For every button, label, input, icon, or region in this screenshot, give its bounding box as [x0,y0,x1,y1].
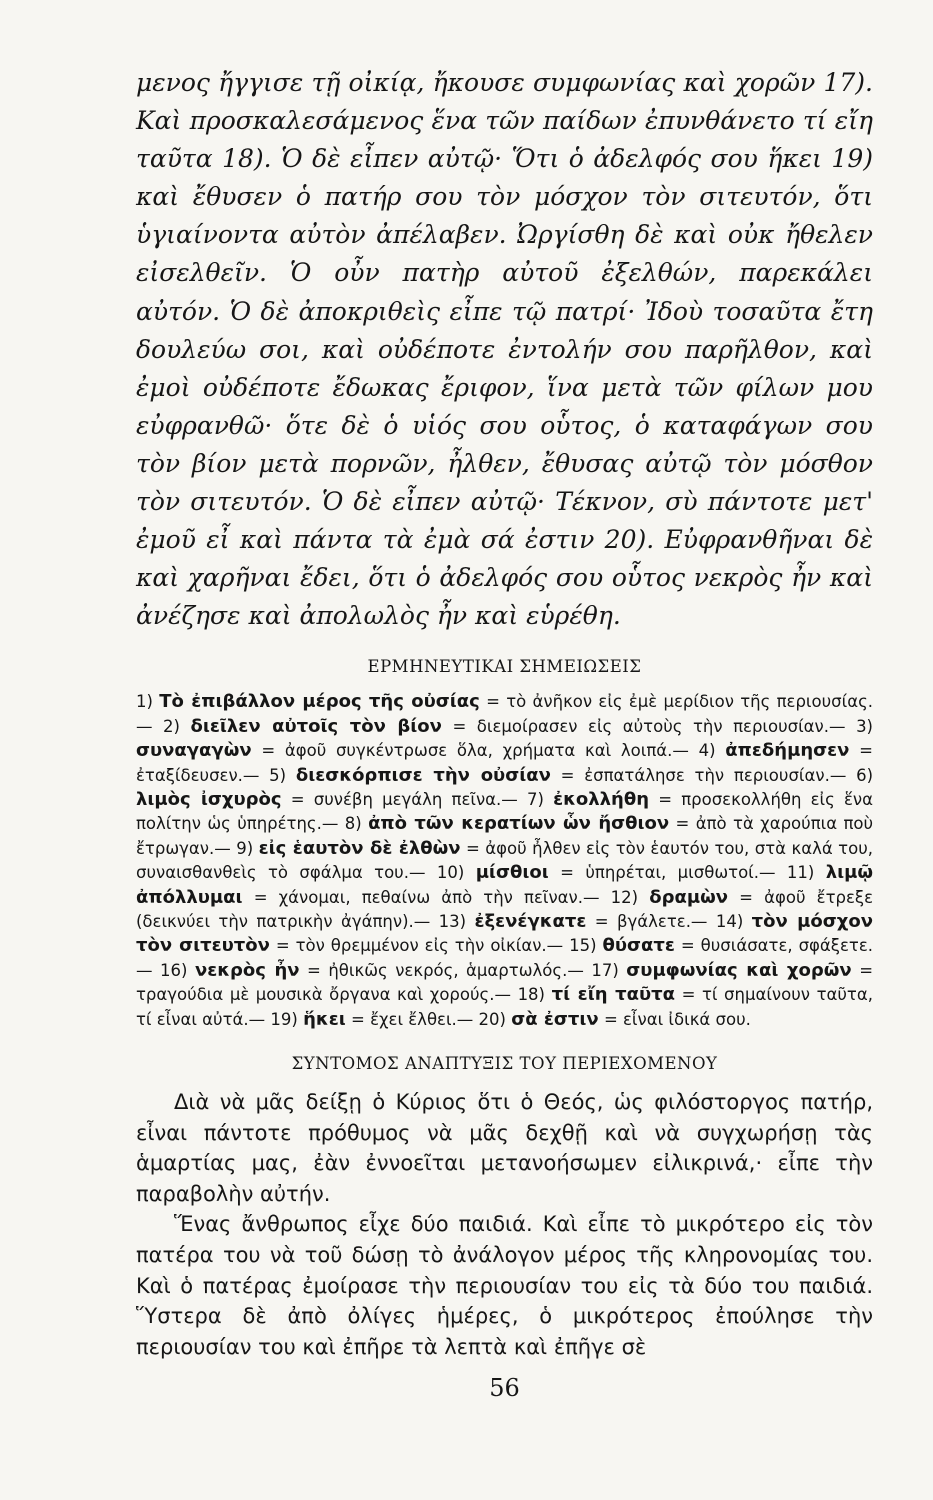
note-definition: = προσεκολλήθη εἰς ἕνα πολίτην ὡς ὑπηρέτης.— [136,790,873,834]
note-number: 4) [698,741,716,761]
note-number: 5) [269,765,287,785]
page-number: 56 [489,1374,520,1402]
note-definition: = βγάλετε.— [594,912,708,932]
note-definition: = ἀφοῦ συγκέντρωσε ὅλα, χρήματα καὶ λοιπά.— [261,741,689,761]
note-definition: = εἶναι ἰδικά σου. [603,1009,751,1029]
explanatory-notes [136,690,873,1032]
note-definition: = τραγούδια μὲ μουσικὰ ὄργανα καὶ χορούς.— [136,960,874,1005]
note-definition: = χάνομαι, πεθαίνω ἀπὸ τὴν πεῖναν.— [253,887,600,907]
note-number: 16) [160,960,188,980]
summary-paragraph: Διὰ νὰ μᾶς δείξῃ ὁ Κύριος ὅτι ὁ Θεός, ὡς φιλόστοργος πατήρ, εἶναι πάντοτε πρόθυμος νὰ μᾶς δεχθῇ καὶ νὰ συγχωρήσῃ τὰς ἁμαρτίας μας, ἐὰν ἐννοεῖται μετανοήσωμεν εἰλικρινά,· εἶπε τὴν παραβολὴν αὐτήν. [136,1090,873,1206]
note-term: θύσατε [602,935,675,957]
note-number: 14) [715,912,744,932]
note-item [160,961,591,980]
note-number: 2) [163,716,180,736]
note-term: διεῖλεν αὐτοῖς τὸν βίον [190,715,442,737]
gospel-text [136,64,873,635]
note-term: νεκρὸς ἦν [194,959,300,981]
note-term: Τὸ ἐπιβάλλον μέρος τῆς οὐσίας [159,691,480,713]
note-term: λιμῷ ἀπόλλυμαι [136,862,874,908]
note-number: 12) [610,887,639,907]
note-number: 20) [478,1009,506,1029]
note-item [437,863,787,882]
note-term: σὰ ἐστιν [511,1008,599,1030]
note-term: ἐκολλήθη [553,789,650,811]
note-definition: = ἠθικῶς νεκρός, ἁμαρτωλός.— [307,960,584,980]
note-number: 3) [856,716,873,736]
note-term: εἰς ἑαυτὸν δὲ ἐλθὼν [258,837,461,859]
note-term: ἐξενέγκατε [474,911,587,933]
note-definition: = ἀπὸ τὰ χαρούπια ποὺ ἔτρωγαν.— [136,814,874,858]
note-number: 6) [856,765,874,785]
note-number: 9) [236,838,254,858]
note-number: 7) [526,790,544,810]
note-number: 17) [591,960,619,980]
note-item [270,1010,478,1029]
note-definition: = ἔχει ἔλθει.— [351,1009,474,1029]
note-term: ἀπεδήμησεν [725,740,850,762]
note-term: τί εἴη ταῦτα [551,984,675,1006]
note-term: μίσθιοι [475,862,549,884]
note-definition: = ἀφοῦ ἦλθεν εἰς τὸν ἑαυτόν του, στὰ καλά του, συναισθανθεὶς τὸ σφάλμα του.— [136,838,873,883]
note-definition: = διεμοίρασεν εἰς αὐτοὺς τὴν περιουσίαν.— [452,716,846,736]
note-definition: = ἐσπατάλησε τὴν περιουσίαν.— [560,765,847,785]
summary-text [136,1087,873,1362]
note-number: 18) [517,985,545,1005]
note-item [163,717,856,736]
note-definition: = θυσιάσατε, σφάξετε.— [136,936,874,980]
note-term: λιμὸς ἰσχυρὸς [136,789,282,811]
note-item [439,912,716,931]
note-definition: = συνέβη μεγάλη πεῖνα.— [290,790,518,810]
note-term: δραμὼν [649,886,729,908]
note-item [479,1010,751,1029]
notes-heading: ΕΡΜΗΝΕΥΤΙΚΑΙ ΣΗΜΕΙΩΣΕΙΣ [367,657,642,677]
summary-heading: ΣΥΝΤΟΜΟΣ ΑΝΑΠΤΥΞΙΣ ΤΟΥ ΠΕΡΙΕΧΟΜΕΝΟΥ [291,1054,718,1074]
note-term: ἥκει [303,1008,346,1030]
note-number: 10) [436,863,465,883]
note-definition: = τὸ ἀνῆκον εἰς ἐμὲ μερίδιον τῆς περιουσίας.— [136,692,874,736]
note-term: τὸν μόσχον τὸν σιτευτὸν [136,911,874,957]
note-number: 13) [438,912,467,932]
note-number: 19) [270,1009,298,1029]
note-definition: = ὑπηρέται, μισθωτοί.— [560,863,776,883]
summary-paragraph: Ἕνας ἄνθρωπος εἶχε δύο παιδιά. Καὶ εἶπε τὸ μικρότερο εἰς τὸν πατέρα του νὰ τοῦ δώσῃ τὸ ἀνάλογον μέρος τῆς κληρονομίας του. Καὶ ὁ πατέρας ἐμοίρασε τὴν περιουσίαν του εἰς τὰ δύο του παιδιά. Ὕστερα δὲ ἀπὸ ὀλίγες ἡμέρες, ὁ μικρότερος ἐπούλησε τὴν περιουσίαν του καὶ ἐπῆρε τὰ λεπτὰ καὶ ἐπῆγε σὲ [136,1212,873,1359]
note-number: 1) [136,692,153,712]
note-definition: = τί σημαίνουν ταῦτα, τί εἶναι αὐτά.— [136,985,873,1029]
note-definition: = τὸν θρεμμένον εἰς τὴν οἰκίαν.— [275,936,564,956]
note-number: 15) [569,936,597,956]
note-number: 11) [786,863,815,883]
note-term: διεσκόρπισε τὴν οὐσίαν [295,764,551,786]
note-term: συναγαγὼν [136,740,252,762]
note-term: συμφωνίας καὶ χορῶν [626,959,852,981]
note-definition: = ἐταξίδευσεν.— [136,741,873,785]
note-term: ἀπὸ τῶν κερατίων ὧν ἤσθιον [368,813,670,835]
note-item [269,766,856,785]
gospel-paragraph: μενος ἤγγισε τῇ οἰκίᾳ, ἤκουσε συμφωνίας καὶ χορῶν 17). Καὶ προσκαλεσάμενος ἕνα τῶν παίδων ἐπυνθάνετο τί εἴη ταῦτα 18). Ὁ δὲ εἶπεν αὐτῷ· Ὅτι ὁ ἀδελφός σου ἥκει 19) καὶ ἔθυσεν ὁ πατήρ σου τὸν μόσχον τὸν σιτευτόν, ὅτι ὑγιαίνοντα αὐτὸν ἀπέλαβεν. Ὠργίσθη δὲ καὶ οὐκ ἤθελεν εἰσελθεῖν. Ὁ οὖν πατὴρ αὐτοῦ ἐξελθών, παρεκάλει αὐτόν. Ὁ δὲ ἀποκριθεὶς εἶπε τῷ πατρί· Ἰδοὺ τοσαῦτα ἔτη δουλεύω σοι, καὶ οὐδέποτε ἐντολήν σου παρῆλθον, καὶ ἐμοὶ οὐδέποτε ἔδωκας ἔριφον, ἵνα μετὰ τῶν φίλων μου εὐφρανθῶ· ὅτε δὲ ὁ υἱός σου οὗτος, ὁ καταφάγων σου τὸν βίον μετὰ πορνῶν, ἦλθεν, ἔθυσας αὐτῷ τὸν μόσθον τὸν σιτευτόν. Ὁ δὲ εἶπεν αὐτῷ· Τέκνον, σὺ πάντοτε μετ' ἐμοῦ εἶ καὶ πάντα τὰ ἐμὰ σά ἐστιν 20). Εὐφρανθῆναι δὲ καὶ χαρῆναι ἔδει, ὅτι ὁ ἀδελφός σου οὗτος νεκρὸς ἦν καὶ ἀνέζησε καὶ ἀπολωλὸς ἦν καὶ εὑρέθη. [136,68,873,631]
note-number: 8) [344,814,362,834]
note-definition: = ἀφοῦ ἔτρεξε (δεικνύει τὴν πατρικὴν ἀγάπην).— [136,887,874,932]
